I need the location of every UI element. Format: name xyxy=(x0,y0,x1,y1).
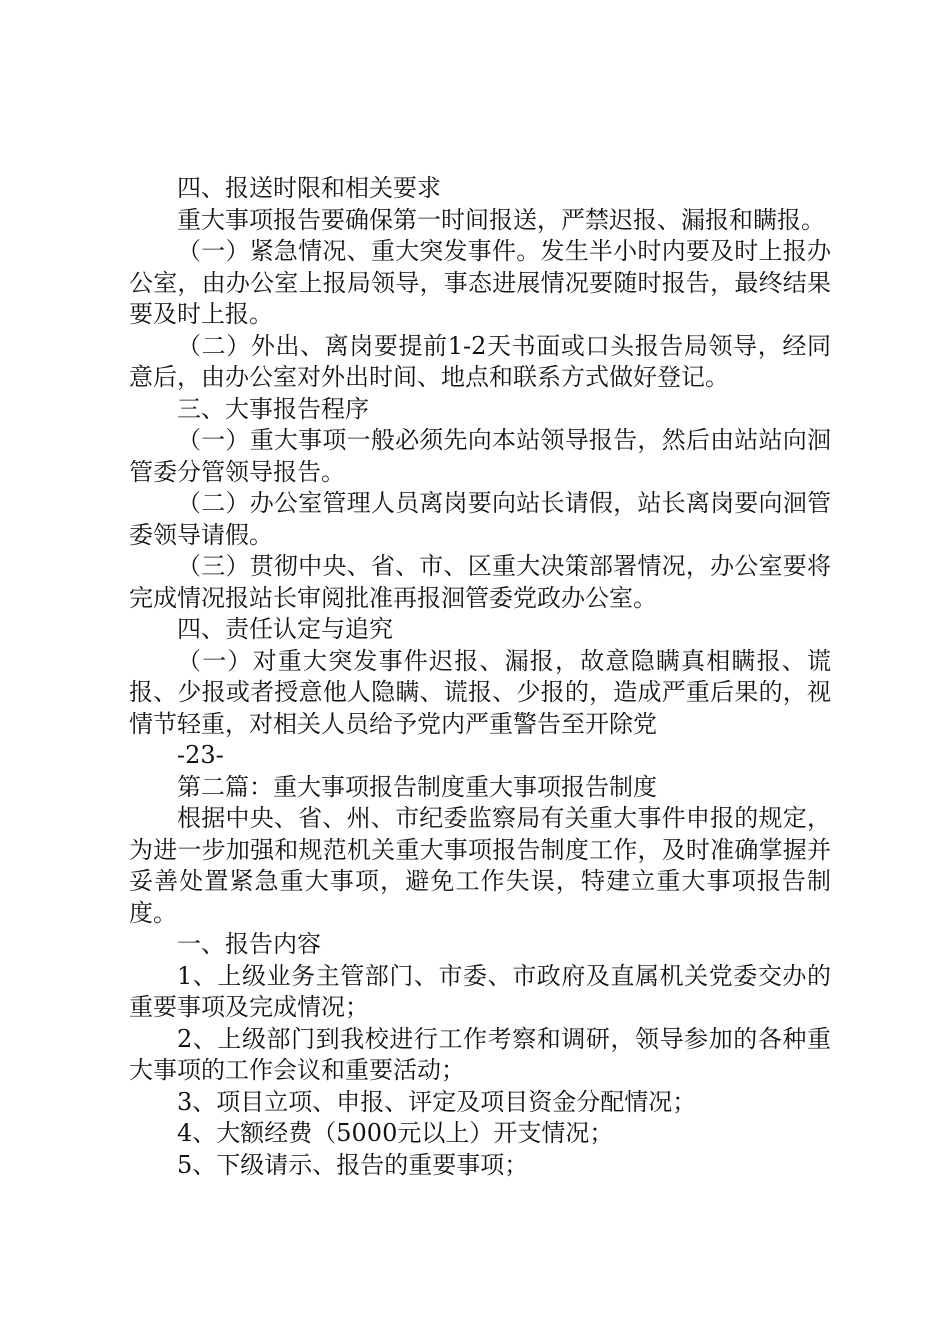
body-paragraph: （二）外出、离岗要提前1-2天书面或口头报告局领导，经同意后，由办公室对外出时间、地点和联系方式做好登记。 xyxy=(129,331,831,391)
body-paragraph: （一）紧急情况、重大突发事件。发生半小时内要及时上报办公室，由办公室上报局领导，事态进展情况要随时报告，最终结果要及时上报。 xyxy=(129,237,831,328)
body-paragraph: （二）办公室管理人员离岗要向站长请假，站长离岗要向洄管委领导请假。 xyxy=(129,489,831,549)
list-item: 1、上级业务主管部门、市委、市政府及直属机关党委交办的重要事项及完成情况； xyxy=(129,961,831,1021)
section-heading-reporting-deadline: 四、报送时限和相关要求 xyxy=(177,174,441,202)
body-paragraph: 重大事项报告要确保第一时间报送，严禁迟报、漏报和瞒报。 xyxy=(177,205,825,234)
list-item: 4、大额经费（5000元以上）开支情况； xyxy=(177,1119,614,1147)
list-item: 3、项目立项、申报、评定及项目资金分配情况； xyxy=(177,1087,697,1116)
body-paragraph: （一）重大事项一般必须先向本站领导报告，然后由站站向洄管委分管领导报告。 xyxy=(129,426,831,486)
page-number: -23- xyxy=(177,741,224,769)
chapter-title: 第二篇：重大事项报告制度重大事项报告制度 xyxy=(177,772,657,801)
body-paragraph: （三）贯彻中央、省、市、区重大决策部署情况，办公室要将完成情况报站长审阅批准再报洄管委党政办公室。 xyxy=(129,552,831,612)
body-paragraph: 根据中央、省、州、市纪委监察局有关重大事件申报的规定，为进一步加强和规范机关重大事项报告制度工作，及时准确掌握并妥善处置紧急重大事项，避免工作失误，特建立重大事项报告制度。 xyxy=(129,804,831,927)
section-heading-report-content: 一、报告内容 xyxy=(177,930,321,958)
list-item: 2、上级部门到我校进行工作考察和调研，领导参加的各种重大事项的工作会议和重要活动； xyxy=(129,1024,831,1084)
document-body xyxy=(129,173,831,1181)
list-item: 5、下级请示、报告的重要事项； xyxy=(177,1150,529,1179)
body-paragraph: （一）对重大突发事件迟报、漏报，故意隐瞒真相瞒报、谎报、少报或者授意他人隐瞒、谎报、少报的，造成严重后果的，视情节轻重，对相关人员给予党内严重警告至开除党 xyxy=(129,646,831,738)
section-heading-responsibility: 四、责任认定与追究 xyxy=(177,615,393,643)
section-heading-reporting-procedure: 三、大事报告程序 xyxy=(177,394,369,423)
